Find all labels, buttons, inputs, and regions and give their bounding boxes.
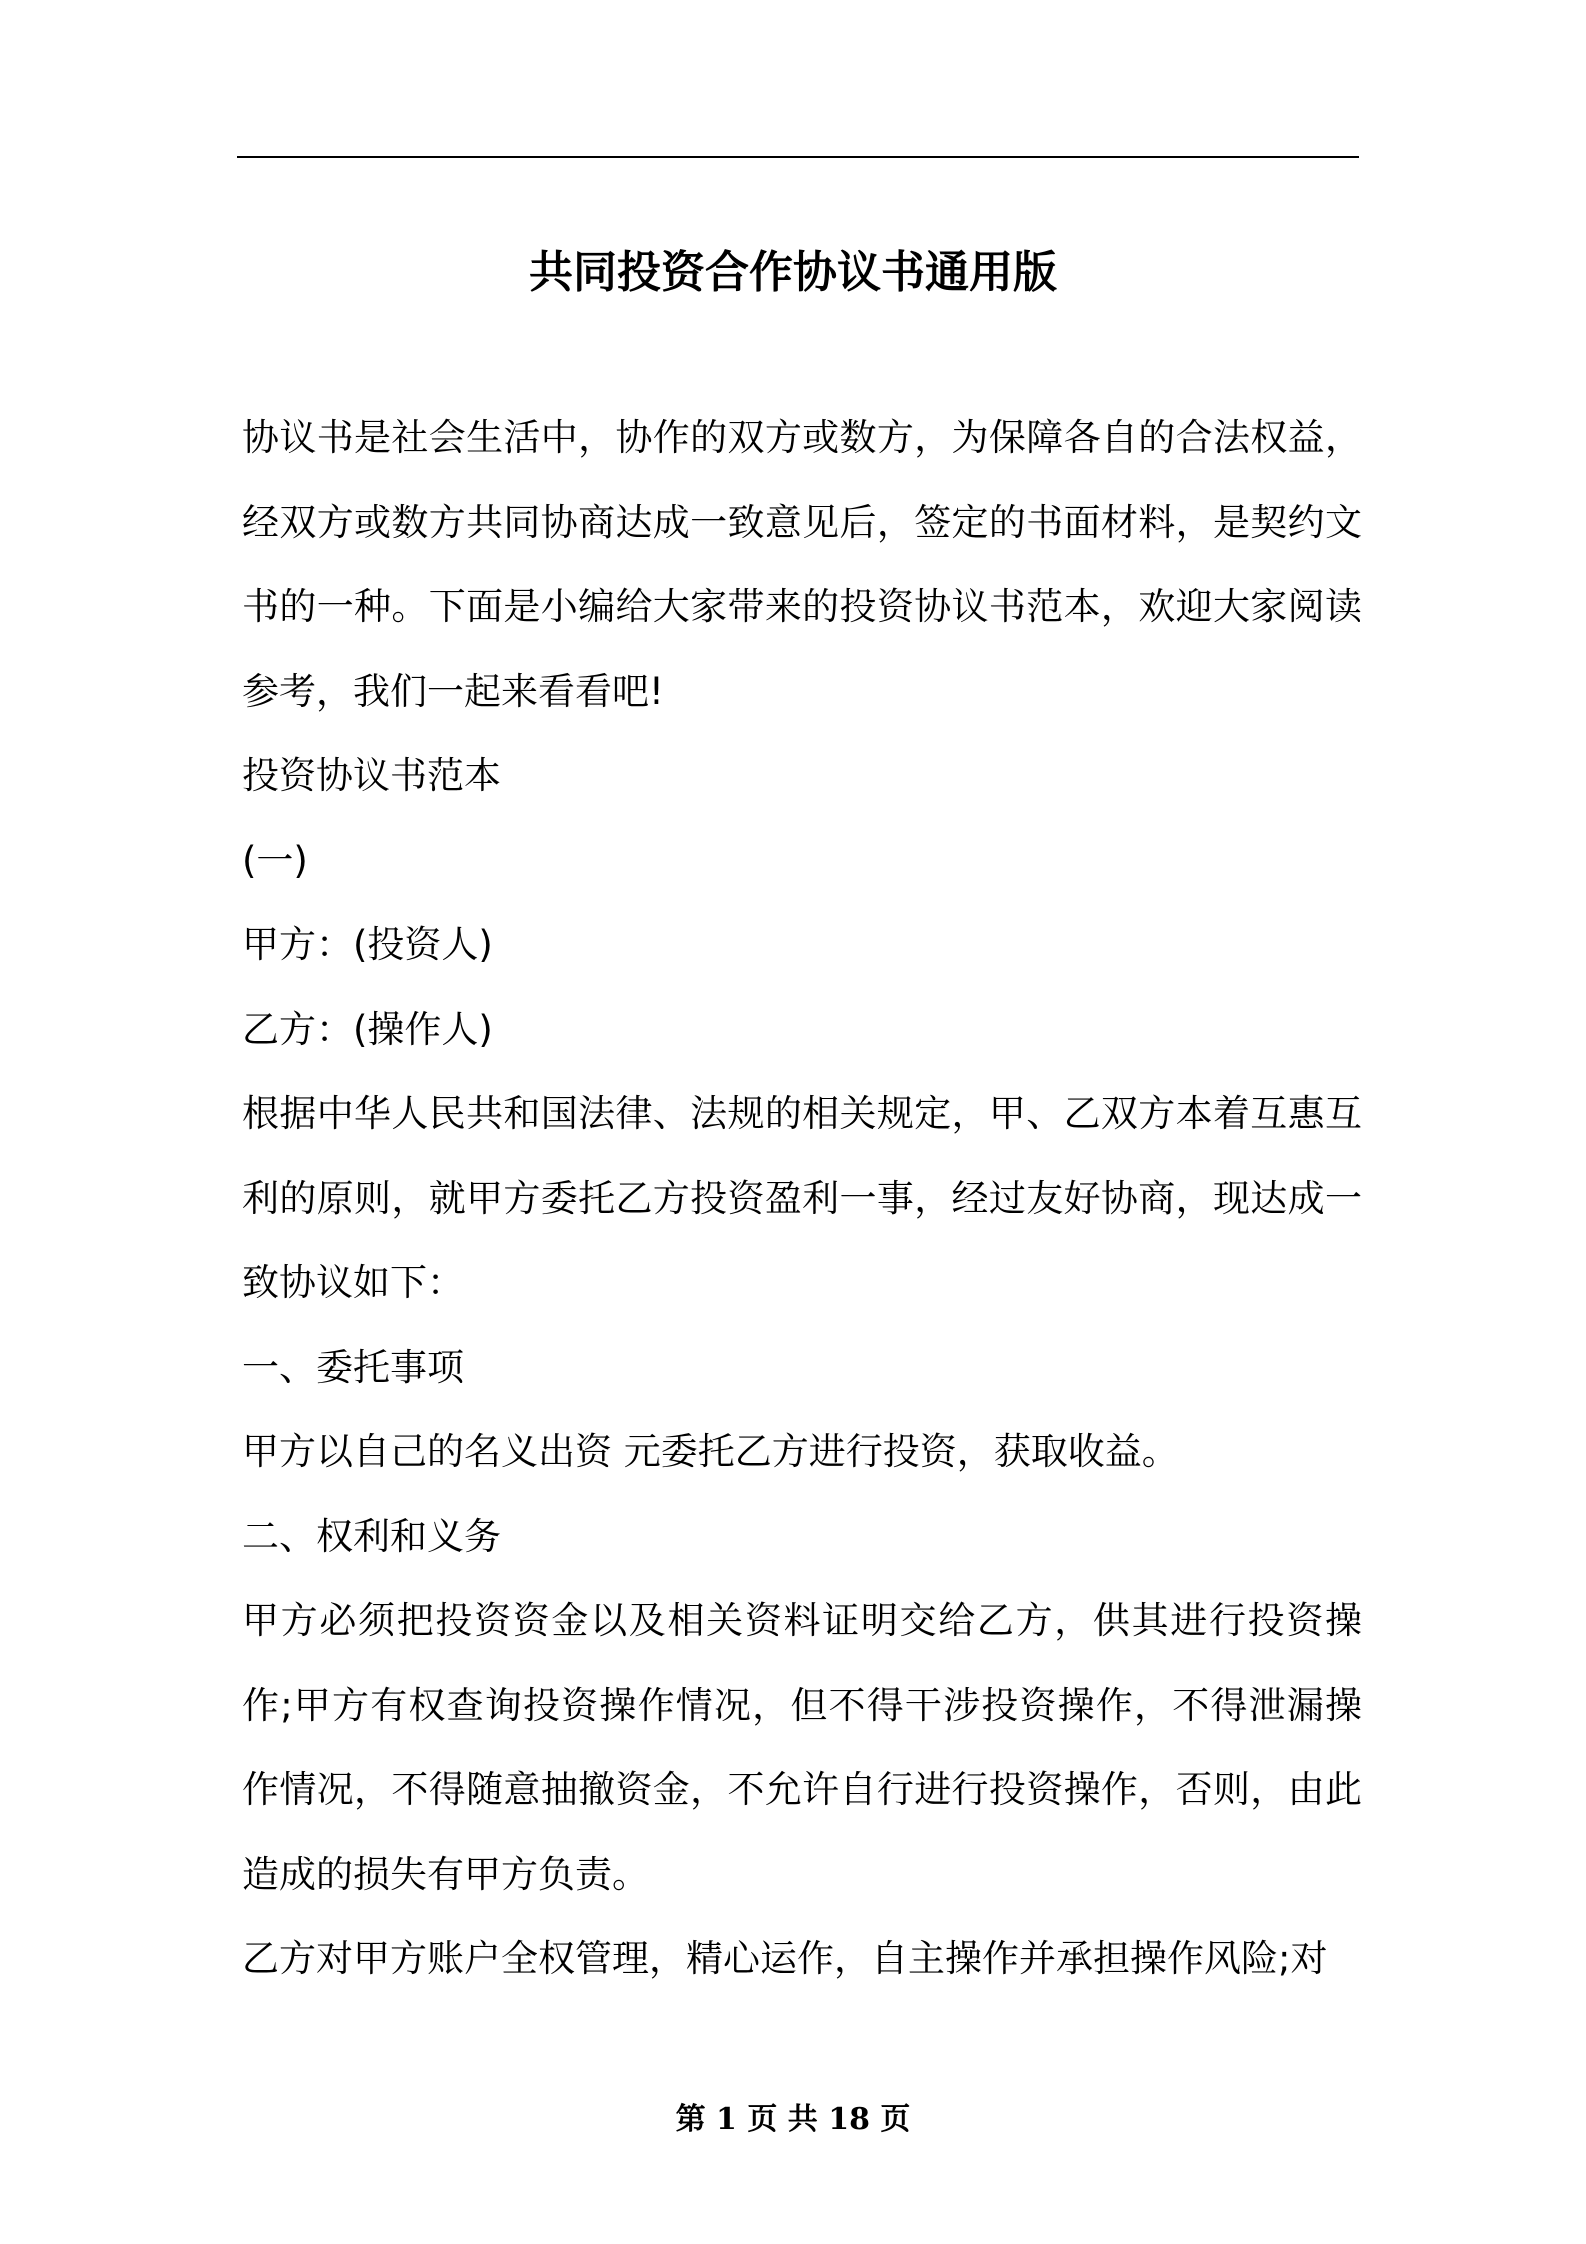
subsection-number: (一): [242, 838, 308, 882]
section-heading: 投资协议书范本: [242, 754, 501, 797]
preamble-paragraph: 根据中华人民共和国法律、法规的相关规定，甲、乙双方本着互惠互利的原则，就甲方委托乙方投资盈利一事，经过友好协商，现达成一致协议如下：: [242, 1092, 1362, 1304]
party-a-line: 甲方：(投资人): [242, 923, 493, 966]
clause-paragraph: 乙方对甲方账户全权管理，精心运作，自主操作并承担操作风险;对: [242, 1937, 1328, 1980]
clause-paragraph: 甲方必须把投资资金以及相关资料证明交给乙方，供其进行投资操作;甲方有权查询投资操作情况，但不得干涉投资操作，不得泄漏操作情况，不得随意抽撤资金，不允许自行进行投资操作，否则，由此造成的损失有甲方负责。: [242, 1599, 1362, 1896]
intro-paragraph: 协议书是社会生活中，协作的双方或数方，为保障各自的合法权益，经双方或数方共同协商达成一致意见后，签定的书面材料，是契约文书的一种。下面是小编给大家带来的投资协议书范本，欢迎大家阅读参考，我们一起来看看吧!: [242, 416, 1362, 713]
page-number: 第 1 页 共 18 页: [675, 2102, 911, 2137]
clause-paragraph: 甲方以自己的名义出资 元委托乙方进行投资，获取收益。: [242, 1430, 1179, 1473]
clause-heading-2: 二、权利和义务: [242, 1514, 501, 1558]
document-title: 共同投资合作协议书通用版: [529, 247, 1057, 299]
header-rule: [237, 156, 1359, 158]
document-body: [242, 396, 1362, 2002]
clause-heading-1: 一、委托事项: [242, 1345, 464, 1389]
party-b-line: 乙方：(操作人): [242, 1007, 493, 1051]
